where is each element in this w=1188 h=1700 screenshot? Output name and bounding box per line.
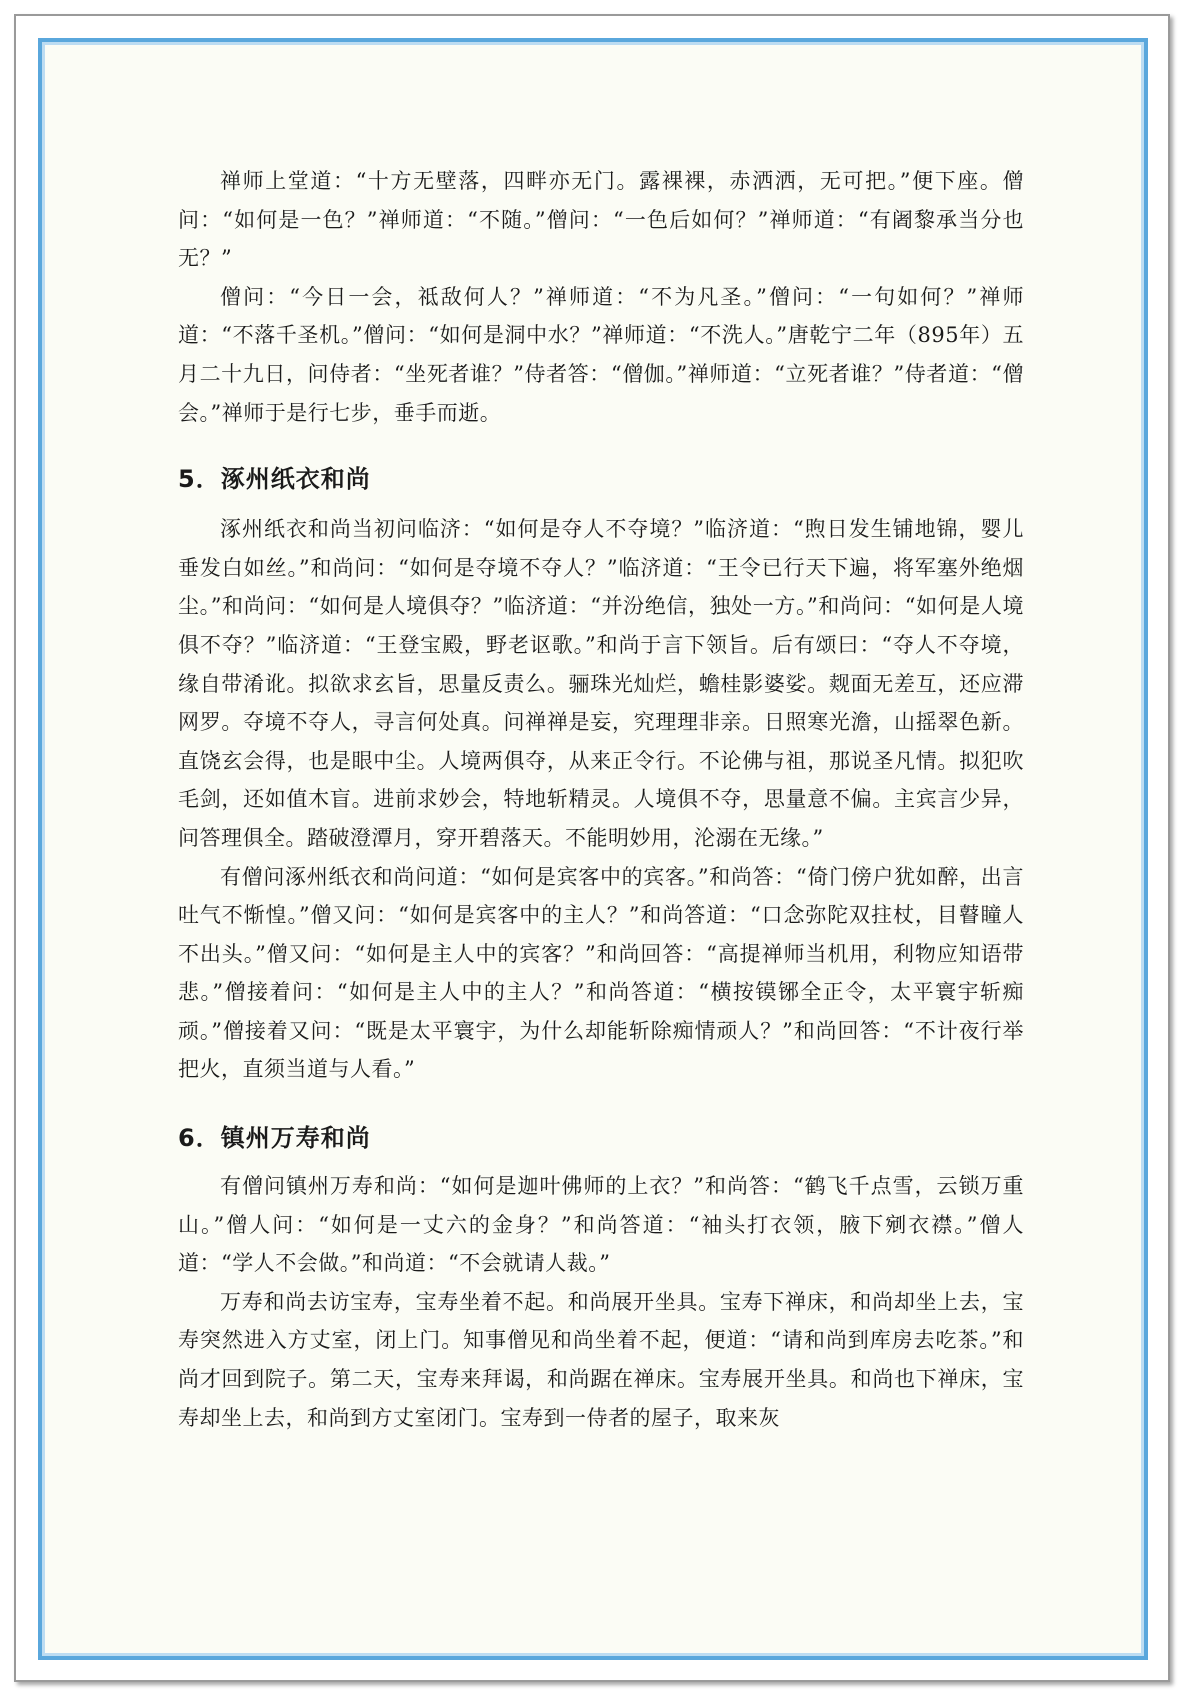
section-heading: 5．涿州纸衣和尚 xyxy=(178,465,371,494)
paragraph: 僧问：“今日一会，祗敌何人？”禅师道：“不为凡圣。”僧问：“一句如何？”禅师道：“不落千圣机。”僧问：“如何是洞中水？”禅师道：“不洗人。”唐乾宁二年（895年）五月二十九日，问侍者：“坐死者谁？”侍者答：“僧伽。”禅师道：“立死者谁？”侍者道：“僧会。”禅师于是行七步，垂手而逝。 xyxy=(178,284,1024,425)
section-heading: 6．镇州万寿和尚 xyxy=(178,1124,371,1153)
paragraph: 万寿和尚去访宝寿，宝寿坐着不起。和尚展开坐具。宝寿下禅床，和尚却坐上去，宝寿突然进入方丈室，闭上门。知事僧见和尚坐着不起，便道：“请和尚到库房去吃茶。”和尚才回到院子。第二天，宝寿来拜谒，和尚踞在禅床。宝寿展开坐具。和尚也下禅床，宝寿却坐上去，和尚到方丈室闭门。宝寿到一侍者的屋子，取来灰 xyxy=(178,1289,1024,1430)
paragraph: 有僧问镇州万寿和尚：“如何是迦叶佛师的上衣？”和尚答：“鹤飞千点雪，云锁万重山。”僧人问：“如何是一丈六的金身？”和尚答道：“袖头打衣领，腋下剜衣襟。”僧人道：“学人不会做。”和尚道：“不会就请人裁。” xyxy=(178,1174,1024,1276)
paragraph: 禅师上堂道：“十方无壁落，四畔亦无门。露裸裸，赤洒洒，无可把。”便下座。僧问：“如何是一色？”禅师道：“不随。”僧问：“一色后如何？”禅师道：“有阇黎承当分也无？” xyxy=(178,169,1024,271)
paragraph: 有僧问涿州纸衣和尚问道：“如何是宾客中的宾客。”和尚答：“倚门傍户犹如醉，出言吐气不惭惶。”僧又问：“如何是宾客中的主人？”和尚答道：“口念弥陀双拄杖，目瞽瞳人不出头。”僧又问：“如何是主人中的宾客？”和尚回答：“高提禅师当机用，利物应知语带悲。”僧接着问：“如何是主人中的主人？”和尚答道：“横按镆铘全正令，太平寰宇斩痴顽。”僧接着又问：“既是太平寰宇，为什么却能斩除痴情顽人？”和尚回答：“不计夜行举把火，直须当道与人看。” xyxy=(178,864,1024,1082)
page-content xyxy=(178,162,1024,1437)
paragraph: 涿州纸衣和尚当初问临济：“如何是夺人不夺境？”临济道：“煦日发生铺地锦，婴儿垂发白如丝。”和尚问：“如何是夺境不夺人？”临济道：“王令已行天下遍，将军塞外绝烟尘。”和尚问：“如何是人境俱夺？”临济道：“并汾绝信，独处一方。”和尚问：“如何是人境俱不夺？”临济道：“王登宝殿，野老讴歌。”和尚于言下领旨。后有颂曰：“夺人不夺境，缘自带淆讹。拟欲求玄旨，思量反责么。骊珠光灿烂，蟾桂影婆娑。觌面无差互，还应滞网罗。夺境不夺人，寻言何处真。问禅禅是妄，究理理非亲。日照寒光澹，山摇翠色新。直饶玄会得，也是眼中尘。人境两俱夺，从来正令行。不论佛与祖，那说圣凡情。拟犯吹毛剑，还如值木盲。进前求妙会，特地斩精灵。人境俱不夺，思量意不偏。主宾言少异，问答理俱全。踏破澄潭月，穿开碧落天。不能明妙用，沦溺在无缘。” xyxy=(178,517,1024,850)
